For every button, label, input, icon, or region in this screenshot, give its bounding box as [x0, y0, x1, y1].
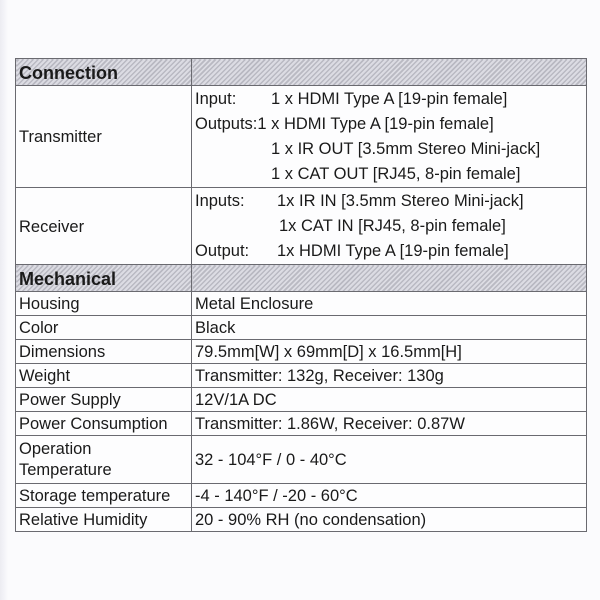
table-row-weight [16, 364, 587, 388]
row-value: 79.5mm[W] x 69mm[D] x 16.5mm[H] [192, 340, 587, 364]
table-row-color [16, 316, 587, 340]
connection-line [195, 112, 582, 137]
line-text: 1x CAT IN [RJ45, 8-pin female] [279, 217, 506, 235]
row-value: 20 - 90% RH (no condensation) [192, 508, 587, 532]
table-row-receiver [16, 188, 587, 265]
line-text: 1 x CAT OUT [RJ45, 8-pin female] [271, 165, 521, 183]
row-value: -4 - 140°F / -20 - 60°C [192, 484, 587, 508]
page-edge-shadow [0, 0, 8, 600]
row-label: Color [16, 316, 192, 340]
row-value: Transmitter: 1.86W, Receiver: 0.87W [192, 412, 587, 436]
line-text: 1x IR IN [3.5mm Stereo Mini-jack] [277, 192, 524, 210]
section-title: Mechanical [16, 265, 192, 292]
line-text: 1x HDMI Type A [19-pin female] [277, 242, 509, 260]
row-value: Transmitter: 132g, Receiver: 130g [192, 364, 587, 388]
line-prefix: Outputs: [195, 115, 258, 133]
connection-line [195, 189, 582, 214]
line-prefix: Inputs: [195, 192, 245, 210]
row-label: Weight [16, 364, 192, 388]
section-header-fill [192, 59, 587, 86]
line-prefix: Input: [195, 90, 237, 108]
row-label: Transmitter [16, 86, 192, 188]
table-row-power-supply [16, 388, 587, 412]
connection-line [195, 162, 582, 187]
row-label: Housing [16, 292, 192, 316]
row-label: Power Consumption [16, 412, 192, 436]
line-text: 1 x HDMI Type A [19-pin female] [271, 90, 508, 108]
table-row-storage-temperature [16, 484, 587, 508]
connection-line [195, 214, 582, 239]
table-row-power-consumption [16, 412, 587, 436]
row-value: 12V/1A DC [192, 388, 587, 412]
connection-line [195, 87, 582, 112]
row-value: Black [192, 316, 587, 340]
row-label: Power Supply [16, 388, 192, 412]
section-header-mechanical [16, 265, 587, 292]
spec-table [15, 58, 587, 532]
row-value [192, 188, 587, 265]
connection-line [195, 137, 582, 162]
line-text: 1 x HDMI Type A [19-pin female] [257, 115, 494, 133]
section-header-connection [16, 59, 587, 86]
line-prefix: Output: [195, 242, 250, 260]
connection-line [195, 239, 582, 264]
row-label-line: Operation [19, 440, 92, 458]
section-title: Connection [16, 59, 192, 86]
table-row-operation-temperature [16, 436, 587, 484]
row-label: Relative Humidity [16, 508, 192, 532]
table-row-relative-humidity [16, 508, 587, 532]
line-text: 1 x IR OUT [3.5mm Stereo Mini-jack] [271, 140, 541, 158]
row-label: Storage temperature [16, 484, 192, 508]
row-label-line: Temperature [19, 461, 112, 479]
section-header-fill [192, 265, 587, 292]
row-value [192, 86, 587, 188]
row-value: 32 - 104°F / 0 - 40°C [192, 436, 587, 484]
table-row-housing [16, 292, 587, 316]
row-label [16, 436, 192, 484]
table-row-transmitter [16, 86, 587, 188]
row-value: Metal Enclosure [192, 292, 587, 316]
table-row-dimensions [16, 340, 587, 364]
row-label: Dimensions [16, 340, 192, 364]
row-label: Receiver [16, 188, 192, 265]
